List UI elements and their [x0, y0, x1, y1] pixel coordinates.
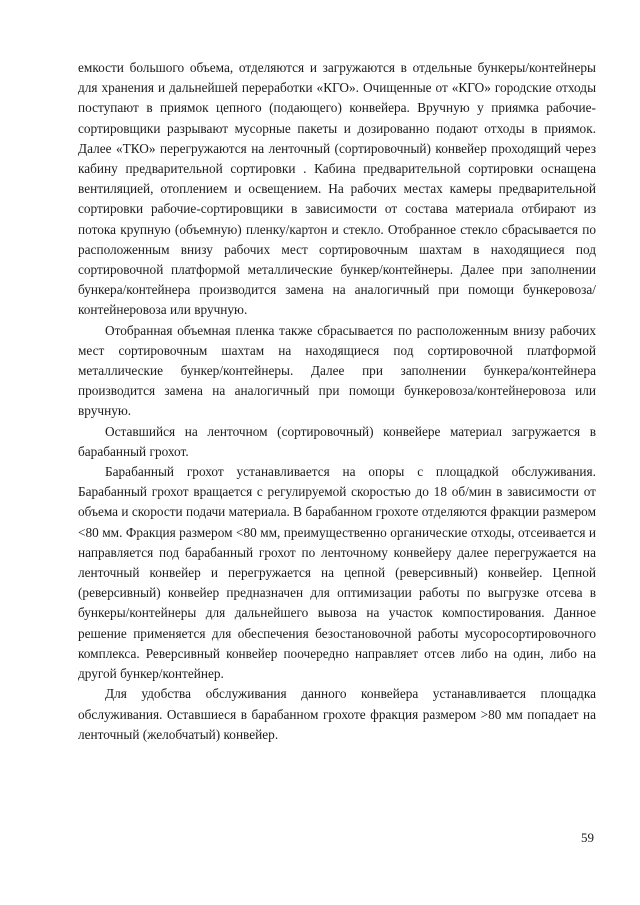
paragraph-drum-screen: Барабанный грохот устанавливается на опоры с площадкой обслуживания. Барабанный грохот вращается с регулируемой скоростью до 18 об/мин в зависимости от объема и скорости подачи материала. В барабанном грохоте отделяются фракции размером <80 мм. Фракция размером <80 мм, преимущественно органические отходы, отсеивается и направляется под барабанный грохот по ленточному конвейеру далее перегружается на ленточный конвейер и перегружается на цепной (реверсивный) конвейер. Цепной (реверсивный) конвейер предназначен для оптимизации работы по выгрузке отсева в бункеры/контейнеры для дальнейшего вывоза на участок компостирования. Данное решение применяется для обеспечения безостановочной работы мусоросортировочного комплекса. Реверсивный конвейер поочередно направляет отсев либо на один, либо на другой бункер/контейнер. [78, 464, 596, 682]
page-number: 59 [581, 830, 594, 845]
paragraph-service-platform: Для удобства обслуживания данного конвейера устанавливается площадка обслуживания. Оставшиеся в барабанном грохоте фракция размером >80 мм попадает на ленточный (желобчатый) конвейер. [78, 686, 596, 742]
page-body [78, 58, 596, 745]
paragraph-continuation: емкости большого объема, отделяются и загружаются в отдельные бункеры/контейнеры для хранения и дальнейшей переработки «КГО». Очищенные от «КГО» городские отходы поступают в приямок цепного (подающего) конвейера. Вручную у приямка рабочие-сортировщики разрывают мусорные пакеты и дозированно подают отходы в приямок. Далее «ТКО» перегружаются на ленточный (сортировочный) конвейер проходящий через кабину предварительной сортировки . Кабина предварительной сортировки оснащена вентиляцией, отоплением и освещением. На рабочих местах камеры предварительной сортировки рабочие-сортировщики в зависимости от состава материала отбирают из потока крупную (объемную) пленку/картон и стекло. Отобранное стекло сбрасывается по расположенным внизу рабочих мест сортировочным шахтам в находящиеся под сортировочной платформой металлические бункер/контейнеры. Далее при заполнении бункера/контейнера производится замена на аналогичный при помощи бункеровоза/контейнеровоза или вручную. [78, 60, 596, 318]
paragraph-belt-conveyor: Оставшийся на ленточном (сортировочный) конвейере материал загружается в барабанный грохот. [78, 423, 596, 459]
paragraph-film-sorting: Отобранная объемная пленка также сбрасывается по расположенным внизу рабочих мест сортировочным шахтам на находящиеся под сортировочной платформой металлические бункер/контейнеры. Далее при заполнении бункера/контейнера производится замена на аналогичный при помощи бункеровоза/контейнеровоза или вручную. [78, 322, 596, 419]
